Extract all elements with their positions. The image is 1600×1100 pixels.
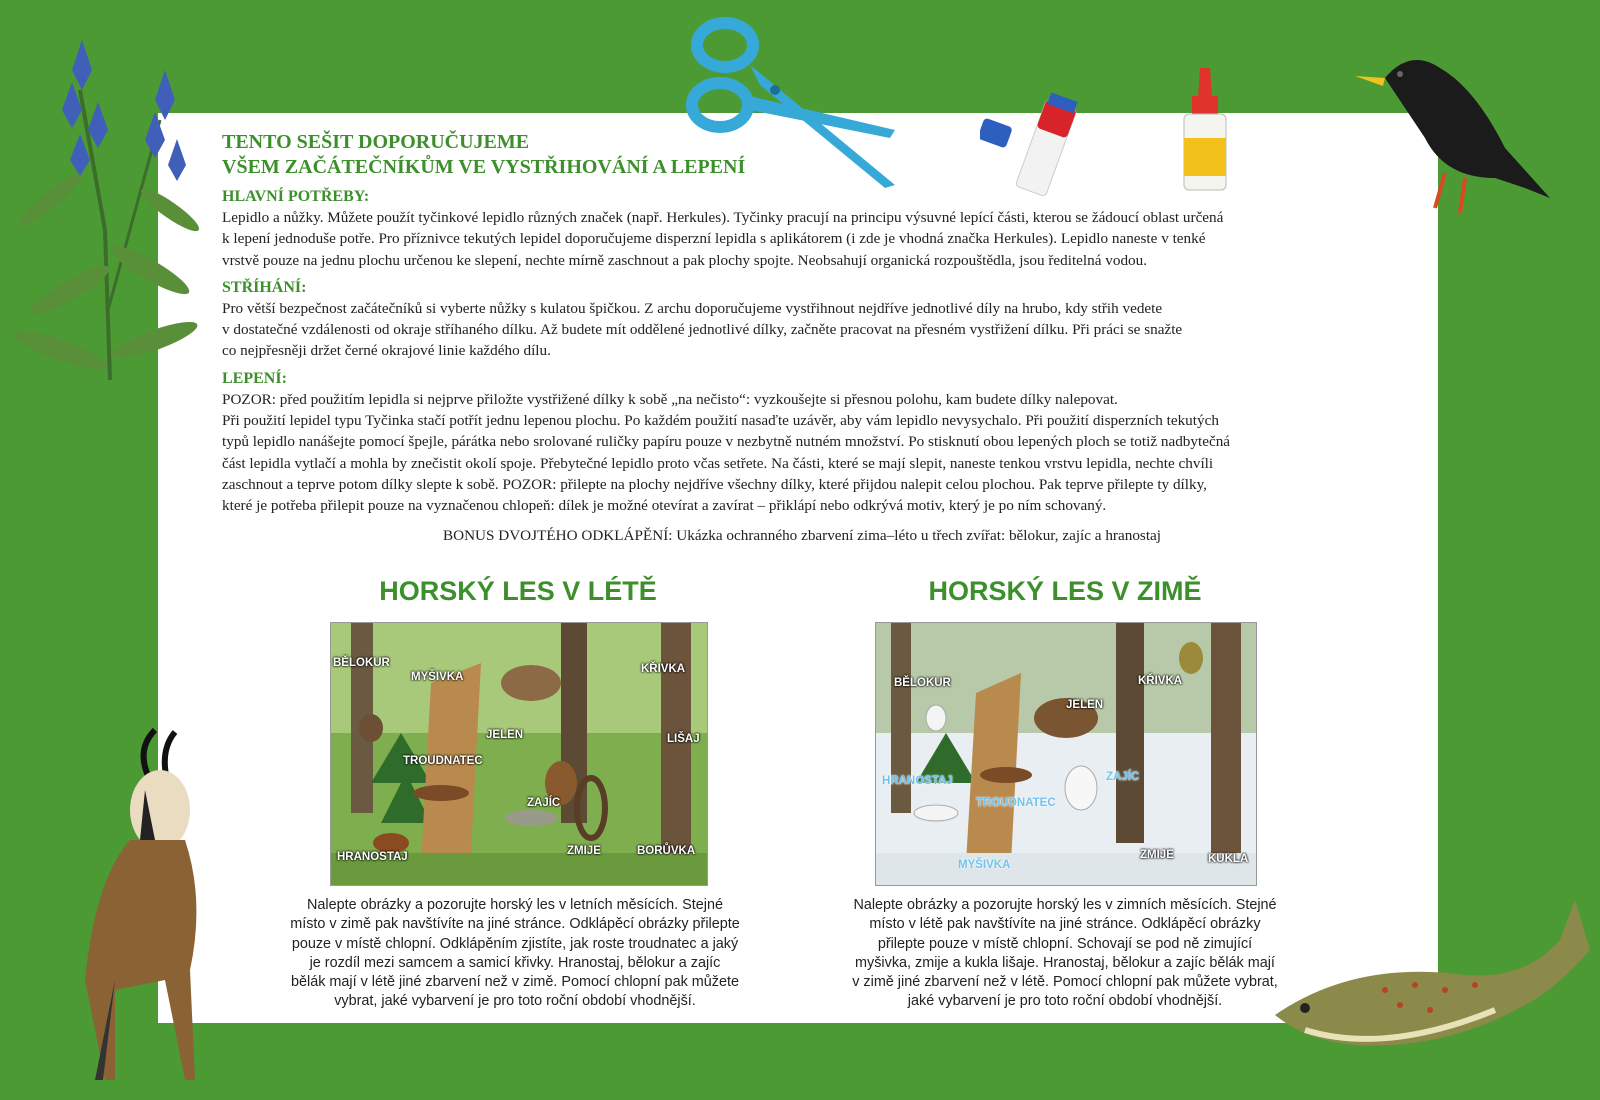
instructions-block — [222, 130, 1382, 546]
summer-forest-title: HORSKÝ LES V LÉTĚ — [379, 576, 657, 606]
blackbird-illustration — [1355, 38, 1555, 223]
section-body-supplies: Lepidlo a nůžky. Můžete použít tyčinkové lepidlo různých značek (např. Herkules). Tyčinky pracují na principu výsuvné lepící části, kterou se žádoucí oblast určená k lepení jednoduše potře. Pro příznivce tekutých lepidel doporučujeme disperzní lepidla s aplikátorem (i zde je vhodná značka Herkules). Lepidlo naneste v tenké vrstvě pouze na jednu plochu určenou ke slepení, nechte mírně zaschnout a pak plochy spojte. Neobsahují organická rozpouštědla, jsou ředitelná vodou. — [222, 209, 1224, 269]
label-troudnatec-winter: TROUDNATEC — [976, 797, 1056, 809]
winter-forest-title: HORSKÝ LES V ZIMĚ — [928, 576, 1202, 606]
label-kukla-winter: KUKLA — [1208, 853, 1249, 865]
winter-description: Nalepte obrázky a pozorujte horský les v zimních měsících. Stejné místo v létě pak navštívíte na jiné stránce. Odklápěcí obrázky přilepte pouze v místě chlopní. Schovají se pod ně zimující myšivka, zmije a kukla lišaje. Hranostaj, bělokur a zajíc bělák mají v zimě jiné zbarvení než v létě. Pomocí chlopní pak můžete vybrat, jaké vybarvení je pro toto roční období vhodnější. — [852, 897, 1278, 1010]
label-zmije: ZMIJE — [567, 845, 601, 857]
label-troudnatec: TROUDNATEC — [403, 755, 483, 767]
summer-description: Nalepte obrázky a pozorujte horský les v letních měsících. Stejné místo v zimě pak navštívíte na jiné stránce. Odklápěcí obrázky přilepte pouze v místě chlopní. Odklápěním zjistíte, jak roste troudnatec a jaký je rozdíl mezi samcem a samicí křivky. Hranostaj, bělokur a zajíc bělák mají v létě jiné zbarvení než v zimě. Pomocí chlopní pak můžete vybrat, jaké vybarvení je pro toto roční období vhodnější. — [290, 897, 740, 1010]
gentian-flower-illustration — [10, 30, 200, 390]
label-hranostaj-winter: HRANOSTAJ — [882, 775, 953, 787]
label-boruvka: BORŮVKA — [637, 845, 696, 857]
bonus-note: BONUS DVOJTÉHO ODKLÁPĚNÍ: Ukázka ochranného zbarvení zima–léto u třech zvířat: bělokur, zajíc a hranostaj — [442, 526, 1162, 544]
intro-title-line2: VŠEM ZAČÁTEČNÍKŮM VE VYSTŘIHOVÁNÍ A LEPENÍ — [222, 156, 746, 178]
section-heading-supplies: HLAVNÍ POTŘEBY: — [222, 188, 370, 205]
section-heading-gluing: LEPENÍ: — [222, 369, 287, 387]
summer-forest-image — [330, 622, 708, 886]
label-jelen-winter: JELEN — [1066, 699, 1104, 711]
winter-forest-scene — [876, 623, 1256, 885]
label-belokur: BĚLOKUR — [333, 657, 390, 669]
section-heading-cutting: STŘÍHÁNÍ: — [222, 278, 307, 296]
chamois-illustration — [55, 720, 225, 1090]
label-zajic: ZAJÍC — [527, 797, 561, 809]
label-krivka: KŘIVKA — [641, 663, 686, 675]
label-lisaj: LIŠAJ — [667, 733, 700, 745]
label-hranostaj: HRANOSTAJ — [337, 851, 408, 863]
section-body-cutting: Pro větší bezpečnost začátečníků si vyberte nůžky s kulatou špičkou. Z archu doporučujeme vystřihnout nejdříve jednotlivé díly na hrubo, kdy střih vedete v dostatečné vzdálenosti od okraje stříhaného dílku. Až budete mít oddělené jednotlivé dílky, začněte pracovat na přesném vystřižení dílku. Při práci se snažte co nejpřesněji držet černé okrajové linie každého dílu. — [222, 299, 1183, 360]
label-zajic-winter: ZAJÍC — [1106, 771, 1140, 783]
section-body-gluing: POZOR: před použitím lepidla si nejprve přiložte vystřižené dílky k sobě „na nečisto“: vyzkoušejte si přesnou polohu, kam budete dílky nalepovat. Při použití lepidel typu Tyčinka stačí potřít jednu lepenou plochu. Po každém použití nasaďte uzávěr, aby vám lepidlo nevysychalo. Při použití disperzních tekutých typů lepidlo nanášejte pomocí špejle, párátka nebo srolované ruličky papíru pouze v nezbytně nutném množství. Po stisknutí obou lepených ploch se totiž nadbytečná část lepidla vytlačí a mohla by znečistit okolí spoje. Přebytečné lepidlo proto včas setřete. Na části, které se mají slepit, naneste tenkou vrstvu lepidla, nechte chvíli zaschnout a teprve potom dílky slepte k sobě. POZOR: přilepte na plochy nejdříve všechny dílky, které přijdou nalepit celou plochou. Pak teprve přilepte ty dílky, které je potřeba přilepit pouze na vyznačenou chlopeň: dílek je možné otevírat a zavírat – přiklápí nebo odkrývá motiv, který je po ním schovaný. — [222, 390, 1231, 515]
winter-forest-image — [875, 622, 1257, 886]
label-mysivka: MYŠIVKA — [411, 671, 464, 683]
label-krivka-winter: KŘIVKA — [1138, 675, 1183, 687]
label-mysivka-winter: MYŠIVKA — [958, 859, 1011, 871]
label-jelen: JELEN — [486, 729, 524, 741]
intro-title-line1: TENTO SEŠIT DOPORUČUJEME — [222, 131, 530, 153]
label-zmije-winter: ZMIJE — [1140, 849, 1174, 861]
label-belokur-winter: BĚLOKUR — [894, 677, 951, 689]
